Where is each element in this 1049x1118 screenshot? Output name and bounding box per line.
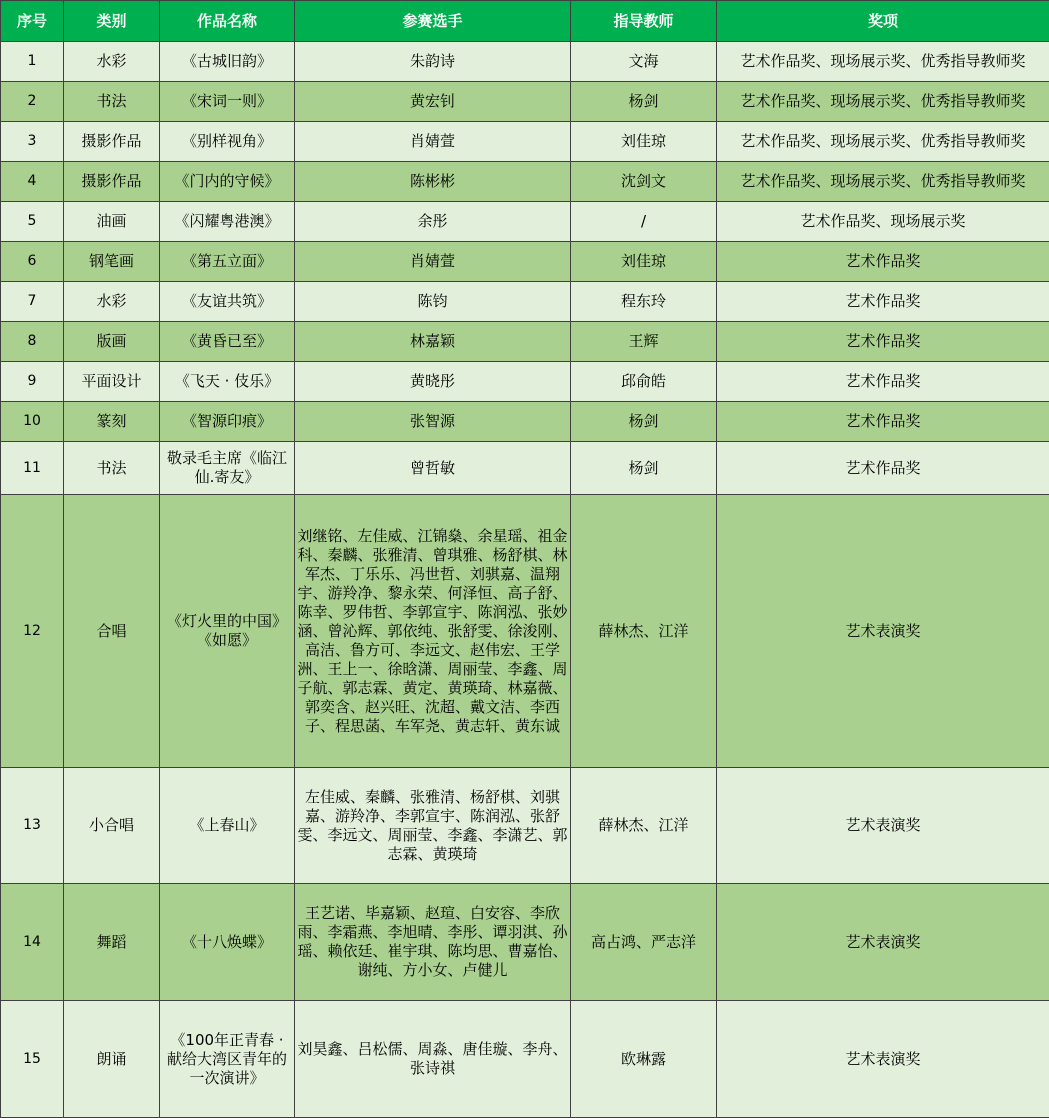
cell-title: 《友谊共筑》: [160, 282, 295, 322]
cell-title: 《上春山》: [160, 768, 295, 884]
cell-no: 7: [1, 282, 64, 322]
cell-award: 艺术作品奖、现场展示奖、优秀指导教师奖: [717, 162, 1049, 202]
cell-no: 10: [1, 402, 64, 442]
cell-category: 摄影作品: [64, 122, 160, 162]
cell-category: 小合唱: [64, 768, 160, 884]
cell-title: 《智源印痕》: [160, 402, 295, 442]
cell-title: 《灯火里的中国》《如愿》: [160, 495, 295, 768]
cell-title: 《第五立面》: [160, 242, 295, 282]
table-row: [1, 122, 1049, 162]
header-category: 类别: [64, 1, 160, 42]
cell-participants: 陈钧: [295, 282, 571, 322]
cell-no: 1: [1, 42, 64, 82]
cell-category: 油画: [64, 202, 160, 242]
cell-participants: 刘昊鑫、吕松儒、周淼、唐佳璇、李舟、张诗祺: [295, 1001, 571, 1118]
cell-category: 平面设计: [64, 362, 160, 402]
cell-teacher: 高占鸿、严志洋: [571, 884, 717, 1001]
cell-teacher: 刘佳琼: [571, 122, 717, 162]
table-row: [1, 242, 1049, 282]
cell-no: 8: [1, 322, 64, 362]
cell-title: 《十八焕蝶》: [160, 884, 295, 1001]
cell-teacher: 欧琳露: [571, 1001, 717, 1118]
cell-participants: 肖婧萱: [295, 242, 571, 282]
cell-teacher: 薛林杰、江洋: [571, 495, 717, 768]
cell-category: 篆刻: [64, 402, 160, 442]
cell-no: 6: [1, 242, 64, 282]
cell-teacher: 邱俞皓: [571, 362, 717, 402]
cell-title: 《闪耀粤港澳》: [160, 202, 295, 242]
table-row: [1, 322, 1049, 362]
cell-participants: 黄宏钊: [295, 82, 571, 122]
cell-award: 艺术作品奖、现场展示奖、优秀指导教师奖: [717, 42, 1049, 82]
header-teacher: 指导教师: [571, 1, 717, 42]
cell-no: 9: [1, 362, 64, 402]
header-no: 序号: [1, 1, 64, 42]
cell-participants: 林嘉颖: [295, 322, 571, 362]
cell-title: 《100年正青春 · 献给大湾区青年的一次演讲》: [160, 1001, 295, 1118]
cell-teacher: 沈剑文: [571, 162, 717, 202]
cell-participants: 余彤: [295, 202, 571, 242]
cell-category: 合唱: [64, 495, 160, 768]
cell-no: 2: [1, 82, 64, 122]
table-row: [1, 768, 1049, 884]
cell-title: 《宋词一则》: [160, 82, 295, 122]
header-title: 作品名称: [160, 1, 295, 42]
cell-award: 艺术表演奖: [717, 768, 1049, 884]
table-row: [1, 202, 1049, 242]
cell-no: 13: [1, 768, 64, 884]
cell-participants: 曾哲敏: [295, 442, 571, 495]
table-row: [1, 402, 1049, 442]
table-row: [1, 362, 1049, 402]
cell-participants: 陈彬彬: [295, 162, 571, 202]
cell-title: 《黄昏已至》: [160, 322, 295, 362]
cell-participants: 王艺诺、毕嘉颖、赵瑄、白安容、李欣雨、李霜燕、李旭晴、李彤、谭羽淇、孙瑶、赖依廷、崔宇琪、陈均思、曹嘉怡、谢纯、方小女、卢健儿: [295, 884, 571, 1001]
cell-award: 艺术作品奖: [717, 442, 1049, 495]
cell-teacher: 杨剑: [571, 82, 717, 122]
cell-category: 版画: [64, 322, 160, 362]
cell-teacher: 程东玲: [571, 282, 717, 322]
cell-category: 摄影作品: [64, 162, 160, 202]
cell-category: 书法: [64, 442, 160, 495]
cell-participants: 朱韵诗: [295, 42, 571, 82]
cell-participants: 黄晓彤: [295, 362, 571, 402]
cell-award: 艺术作品奖、现场展示奖、优秀指导教师奖: [717, 122, 1049, 162]
cell-teacher: /: [571, 202, 717, 242]
cell-teacher: 薛林杰、江洋: [571, 768, 717, 884]
header-award: 奖项: [717, 1, 1049, 42]
cell-no: 3: [1, 122, 64, 162]
table-row: [1, 1001, 1049, 1118]
cell-category: 水彩: [64, 42, 160, 82]
cell-award: 艺术作品奖: [717, 322, 1049, 362]
cell-title: 《飞天 · 伎乐》: [160, 362, 295, 402]
table-row: [1, 162, 1049, 202]
cell-title: 《古城旧韵》: [160, 42, 295, 82]
cell-category: 书法: [64, 82, 160, 122]
cell-category: 钢笔画: [64, 242, 160, 282]
cell-award: 艺术作品奖: [717, 242, 1049, 282]
cell-award: 艺术作品奖: [717, 282, 1049, 322]
cell-participants: 肖婧萱: [295, 122, 571, 162]
cell-participants: 张智源: [295, 402, 571, 442]
cell-category: 水彩: [64, 282, 160, 322]
cell-award: 艺术作品奖: [717, 402, 1049, 442]
cell-award: 艺术表演奖: [717, 1001, 1049, 1118]
cell-no: 14: [1, 884, 64, 1001]
table-row: [1, 442, 1049, 495]
table-header: [1, 1, 1049, 42]
cell-title: 《别样视角》: [160, 122, 295, 162]
table-body: [1, 42, 1049, 1118]
table-row: [1, 82, 1049, 122]
cell-award: 艺术表演奖: [717, 884, 1049, 1001]
cell-award: 艺术表演奖: [717, 495, 1049, 768]
table-row: [1, 42, 1049, 82]
header-row: [1, 1, 1049, 42]
cell-category: 舞蹈: [64, 884, 160, 1001]
table-row: [1, 884, 1049, 1001]
cell-title: 敬录毛主席《临江仙.寄友》: [160, 442, 295, 495]
cell-no: 12: [1, 495, 64, 768]
cell-category: 朗诵: [64, 1001, 160, 1118]
cell-no: 4: [1, 162, 64, 202]
table-row: [1, 495, 1049, 768]
cell-participants: 左佳威、秦麟、张雅清、杨舒棋、刘骐嘉、游羚净、李郭宣宇、陈润泓、张舒雯、李远文、周丽莹、李鑫、李潇艺、郭志霖、黄瑛琦: [295, 768, 571, 884]
cell-teacher: 杨剑: [571, 442, 717, 495]
cell-award: 艺术作品奖: [717, 362, 1049, 402]
cell-no: 15: [1, 1001, 64, 1118]
cell-teacher: 王辉: [571, 322, 717, 362]
cell-teacher: 杨剑: [571, 402, 717, 442]
cell-teacher: 文海: [571, 42, 717, 82]
cell-participants: 刘继铭、左佳威、江锦燊、余星瑶、祖金科、秦麟、张雅清、曾琪雅、杨舒棋、林军杰、丁乐乐、冯世哲、刘骐嘉、温翔宇、游羚净、黎永荣、何泽恒、高子舒、陈幸、罗伟哲、李郭宣宇、陈润泓、张妙涵、曾沁辉、郭依纯、张舒雯、徐浚刚、高洁、鲁方可、李远文、赵伟宏、王学洲、王上一、徐晗潇、周丽莹、李鑫、周子航、郭志霖、黄定、黄瑛琦、林嘉薇、郭奕含、赵兴旺、沈超、戴文洁、李西子、程思菡、车军尧、黄志轩、黄东诚: [295, 495, 571, 768]
cell-no: 11: [1, 442, 64, 495]
header-participants: 参赛选手: [295, 1, 571, 42]
cell-no: 5: [1, 202, 64, 242]
cell-title: 《门内的守候》: [160, 162, 295, 202]
cell-award: 艺术作品奖、现场展示奖、优秀指导教师奖: [717, 82, 1049, 122]
table-row: [1, 282, 1049, 322]
cell-award: 艺术作品奖、现场展示奖: [717, 202, 1049, 242]
cell-teacher: 刘佳琼: [571, 242, 717, 282]
